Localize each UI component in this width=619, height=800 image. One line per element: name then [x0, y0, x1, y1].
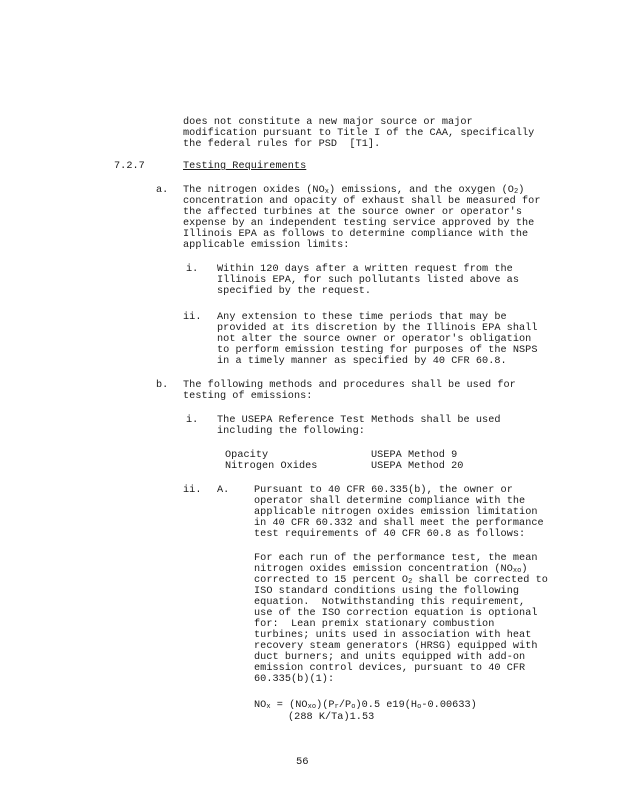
subscript: x	[266, 703, 271, 711]
item-a-ii-line: provided at its discretion by the Illinois EPA shall	[217, 323, 538, 334]
item-a-line	[183, 185, 524, 196]
item-b-ii-a-line: in 40 CFR 60.332 and shall meet the performance	[254, 518, 544, 529]
item-b-ii-a-p2-line: ISO standard conditions using the following	[254, 586, 520, 597]
item-b-ii-a-label: A.	[217, 485, 230, 496]
intro-line: does not constitute a new major source or major	[183, 117, 473, 128]
equation-line	[254, 700, 477, 711]
equation-text: NO	[254, 700, 267, 711]
item-b-ii-a-p2-line: use of the ISO correction equation is optional	[254, 608, 538, 619]
intro-line: modification pursuant to Title I of the CAA, specifically	[183, 128, 535, 139]
subscript: xo	[512, 567, 522, 575]
page-number: 56	[296, 756, 309, 768]
item-b-ii-a-line: operator shall determine compliance with the	[254, 496, 526, 507]
item-b-i-line: The USEPA Reference Test Methods shall be used	[217, 415, 501, 426]
item-b-ii-a-p2-line: equation. Notwithstanding this requirement,	[254, 597, 526, 608]
item-b-ii-a-p2-line: for: Lean premix stationary combustion	[254, 619, 495, 630]
p2-text: nitrogen oxides emission concentration (NO	[254, 564, 513, 575]
item-b-ii-label: ii.	[183, 485, 202, 496]
item-b-ii-a-p2-line	[254, 575, 548, 586]
equation-text: )(P	[316, 700, 335, 711]
item-a-label: a.	[156, 185, 169, 196]
item-a-i-label: i.	[186, 264, 199, 275]
item-b-line: testing of emissions:	[183, 391, 313, 402]
equation-text: )0.5 e19(H	[355, 700, 418, 711]
item-b-ii-a-p2-line: duct burners; and units equipped with add-on	[254, 652, 526, 663]
item-a-i-line: Illinois EPA, for such pollutants listed above as	[217, 275, 520, 286]
item-b-ii-a-line: test requirements of 40 CFR 60.8 as follows:	[254, 529, 526, 540]
item-a-line: the affected turbines at the source owner or operator's	[183, 207, 522, 218]
item-b-ii-a-line: applicable nitrogen oxides emission limitation	[254, 507, 538, 518]
item-b-ii-a-p2-line: For each run of the performance test, the mean	[254, 553, 538, 564]
equation-line-2: (288 K/Ta)1.53	[288, 712, 375, 723]
equation-text: -0.00633)	[421, 700, 477, 711]
method-name: USEPA Method 9	[371, 450, 458, 461]
item-a-i-line: Within 120 days after a written request from the	[217, 264, 513, 275]
item-a-ii-line: in a timely manner as specified by 40 CFR 60.8.	[217, 356, 507, 367]
equation-text: /P	[338, 700, 352, 711]
p2-text: corrected to 15 percent O	[254, 575, 409, 586]
item-b-ii-a-p2-line	[254, 564, 528, 575]
item-a-text: The nitrogen oxides (NO	[183, 185, 325, 196]
item-a-line: expense by an independent testing service approved by the	[183, 218, 535, 229]
subscript: 2	[513, 188, 519, 196]
item-b-ii-a-p2-line: emission control devices, pursuant to 40 CFR	[254, 663, 526, 674]
item-b-ii-a-p2-line: turbines; units used in association with heat	[254, 630, 532, 641]
method-name: USEPA Method 20	[371, 461, 464, 472]
subscript: xo	[307, 703, 317, 711]
item-b-i-label: i.	[186, 415, 199, 426]
method-parameter: Opacity	[225, 450, 269, 461]
subscript: x	[324, 188, 330, 196]
item-b-label: b.	[156, 380, 169, 391]
item-a-text: ) emissions, and the oxygen (O	[329, 185, 514, 196]
item-a-ii-line: not alter the source owner or operator's obligation	[217, 334, 532, 345]
item-b-ii-a-p2-line: 60.335(b)(1):	[254, 674, 335, 685]
item-b-i-line: including the following:	[217, 426, 365, 437]
section-number: 7.2.7	[114, 161, 145, 172]
item-b-ii-a-p2-line: recovery steam generators (HRSG) equipped with	[254, 641, 538, 652]
subscript: o	[351, 703, 356, 711]
item-a-i-line: specified by the request.	[217, 286, 372, 297]
item-a-text: )	[518, 185, 525, 196]
item-a-line: concentration and opacity of exhaust shall be measured for	[183, 196, 541, 207]
item-b-line: The following methods and procedures shall be used for	[183, 380, 516, 391]
item-a-ii-label: ii.	[183, 312, 202, 323]
p2-text: shall be corrected to	[412, 575, 548, 586]
intro-line: the federal rules for PSD [T1].	[183, 139, 381, 150]
item-a-ii-line: Any extension to these time periods that may be	[217, 312, 507, 323]
subscript: o	[417, 703, 422, 711]
item-b-ii-a-line: Pursuant to 40 CFR 60.335(b), the owner or	[254, 485, 513, 496]
subscript: r	[334, 703, 339, 711]
subscript: 2	[408, 578, 413, 586]
item-a-ii-line: to perform emission testing for purposes of the NSPS	[217, 345, 538, 356]
method-parameter: Nitrogen Oxides	[225, 461, 318, 472]
item-a-line: applicable emission limits:	[183, 240, 350, 251]
p2-text: )	[521, 564, 528, 575]
section-title: Testing Requirements	[183, 161, 307, 172]
equation-text: = (NO	[270, 700, 308, 711]
item-a-line: Illinois EPA as follows to determine compliance with the	[183, 229, 529, 240]
